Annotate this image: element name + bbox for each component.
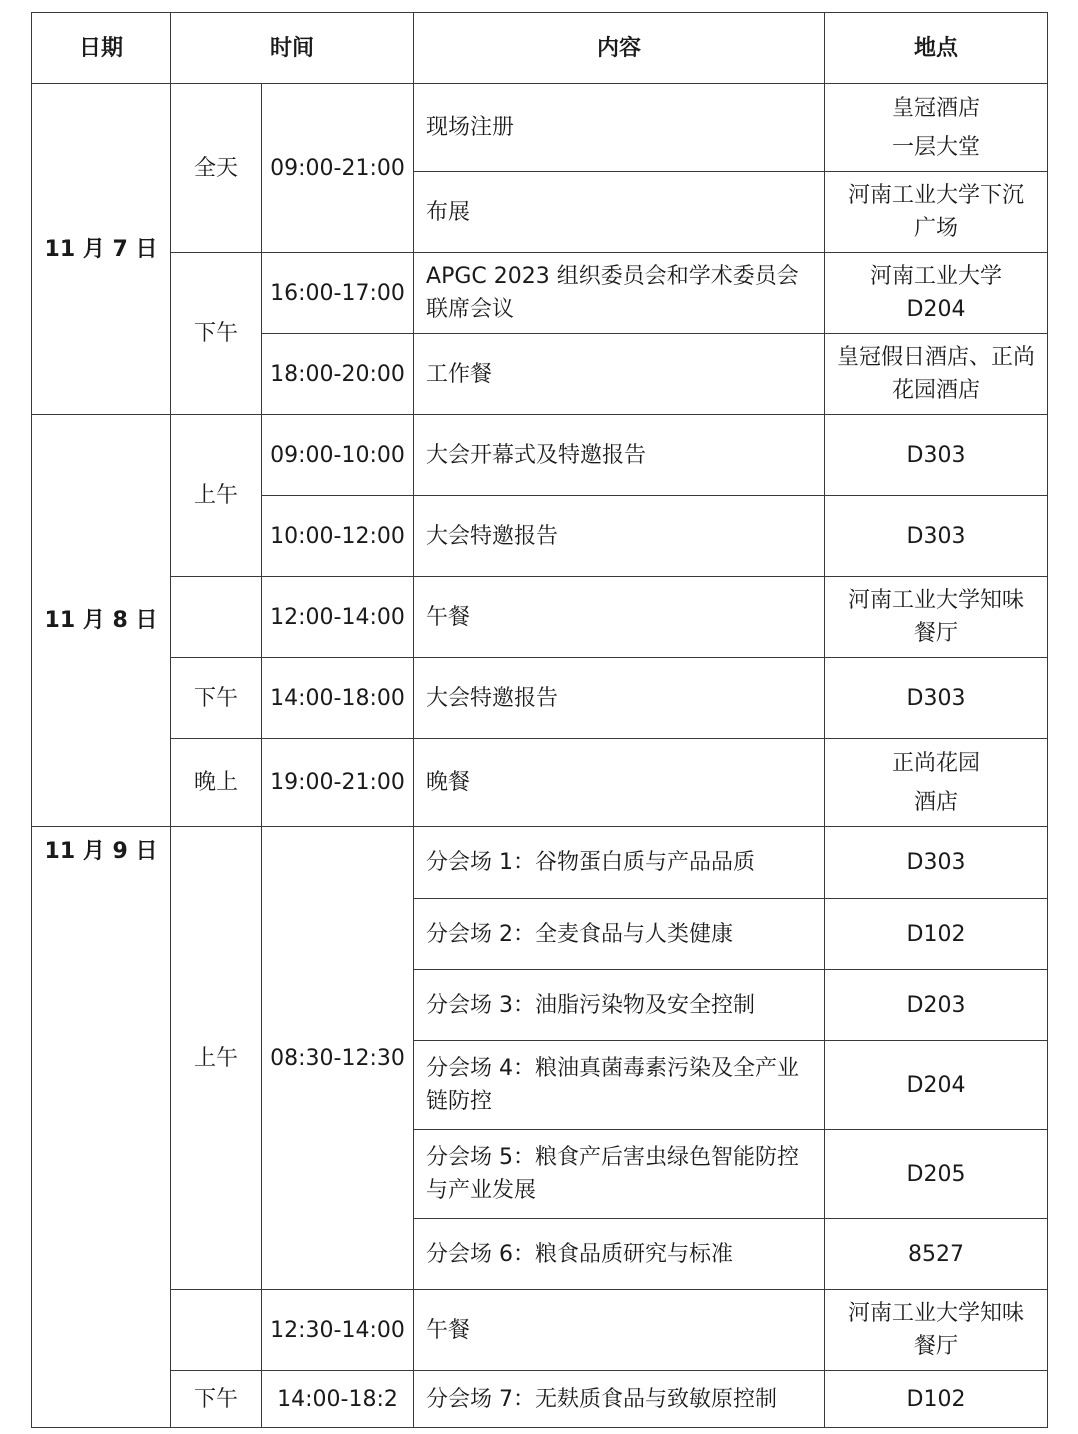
place-line: 河南工业大学 (870, 264, 1003, 289)
place-cell (825, 1371, 1048, 1428)
content-cell: 布展 (414, 172, 825, 253)
place-line: 河南工业大学下沉 (848, 183, 1025, 208)
content-cell: 分会场 1：谷物蛋白质与产品品质 (414, 827, 825, 899)
time-cell: 16:00-17:00 (262, 253, 414, 334)
period-cell: 晚上 (171, 739, 262, 827)
content-cell: APGC 2023 组织委员会和学术委员会联席会议 (414, 253, 825, 334)
period-cell: 下午 (171, 253, 262, 415)
content-cell: 分会场 6：粮食品质研究与标准 (414, 1219, 825, 1290)
header-time: 时间 (171, 13, 414, 84)
header-date: 日期 (32, 13, 171, 84)
place-line: D205 (906, 1161, 966, 1187)
content-cell: 分会场 7：无麸质食品与致敏原控制 (414, 1371, 825, 1428)
place-cell (825, 1041, 1048, 1130)
content-cell: 午餐 (414, 1290, 825, 1371)
place-line: 皇冠假日酒店、正尚 (837, 345, 1036, 370)
period-cell: 全天 (171, 84, 262, 253)
header-place: 地点 (825, 13, 1048, 84)
place-line: D102 (906, 921, 966, 947)
place-line: 酒店 (914, 789, 959, 815)
time-cell: 10:00-12:00 (262, 496, 414, 577)
place-line: 餐厅 (914, 621, 959, 646)
place-cell (825, 253, 1048, 334)
place-line: 广场 (914, 216, 959, 241)
time-cell: 12:30-14:00 (262, 1290, 414, 1371)
table-row (32, 84, 1048, 172)
time-cell: 09:00-21:00 (262, 84, 414, 253)
place-cell (825, 899, 1048, 970)
content-cell: 分会场 2：全麦食品与人类健康 (414, 899, 825, 970)
place-cell (825, 84, 1048, 172)
table-row (32, 577, 1048, 658)
place-cell (825, 172, 1048, 253)
content-cell: 现场注册 (414, 84, 825, 172)
time-cell: 18:00-20:00 (262, 334, 414, 415)
content-cell: 分会场 4：粮油真菌毒素污染及全产业链防控 (414, 1041, 825, 1130)
content-cell: 分会场 5：粮食产后害虫绿色智能防控与产业发展 (414, 1130, 825, 1219)
time-cell: 19:00-21:00 (262, 739, 414, 827)
place-line: D303 (906, 523, 966, 549)
place-cell (825, 970, 1048, 1041)
table-row (32, 827, 1048, 899)
header-content: 内容 (414, 13, 825, 84)
date-cell: 11 月 7 日 (32, 84, 171, 415)
period-cell: 下午 (171, 658, 262, 739)
place-line: D204 (906, 297, 966, 322)
date-cell: 11 月 9 日 (32, 827, 171, 1428)
place-cell (825, 577, 1048, 658)
place-line: 皇冠酒店 (892, 95, 981, 121)
place-cell (825, 496, 1048, 577)
table-row (32, 1290, 1048, 1371)
place-line: D102 (906, 1386, 966, 1412)
content-cell: 大会开幕式及特邀报告 (414, 415, 825, 496)
place-line: 8527 (908, 1241, 965, 1267)
content-cell: 工作餐 (414, 334, 825, 415)
table-row (32, 739, 1048, 827)
time-cell: 08:30-12:30 (262, 827, 414, 1290)
place-cell (825, 739, 1048, 827)
period-cell-empty (171, 1290, 262, 1371)
place-line: 餐厅 (914, 1334, 959, 1359)
place-line: D204 (906, 1072, 966, 1098)
time-cell: 14:00-18:2 (262, 1371, 414, 1428)
period-cell: 上午 (171, 415, 262, 577)
table-row (32, 415, 1048, 496)
time-cell: 12:00-14:00 (262, 577, 414, 658)
date-cell: 11 月 8 日 (32, 415, 171, 827)
place-line: D303 (906, 850, 966, 875)
place-cell (825, 1290, 1048, 1371)
place-cell (825, 1219, 1048, 1290)
time-cell: 14:00-18:00 (262, 658, 414, 739)
place-line: 河南工业大学知味 (848, 588, 1025, 613)
place-line: 河南工业大学知味 (848, 1301, 1025, 1326)
table-row (32, 253, 1048, 334)
content-cell: 大会特邀报告 (414, 496, 825, 577)
content-cell: 午餐 (414, 577, 825, 658)
place-cell (825, 415, 1048, 496)
content-cell: 大会特邀报告 (414, 658, 825, 739)
place-line: D303 (906, 685, 966, 711)
place-line: 花园酒店 (892, 378, 981, 403)
place-line: 一层大堂 (892, 134, 981, 160)
content-cell: 晚餐 (414, 739, 825, 827)
place-line: D303 (906, 442, 966, 468)
period-cell: 下午 (171, 1371, 262, 1428)
place-cell (825, 827, 1048, 899)
place-line: 正尚花园 (892, 750, 981, 776)
place-line: D203 (906, 992, 966, 1018)
place-cell (825, 334, 1048, 415)
header-row (32, 13, 1048, 84)
time-cell: 09:00-10:00 (262, 415, 414, 496)
place-cell (825, 1130, 1048, 1219)
period-cell: 上午 (171, 827, 262, 1290)
content-cell: 分会场 3：油脂污染物及安全控制 (414, 970, 825, 1041)
table-row (32, 658, 1048, 739)
schedule-table (31, 12, 1048, 1428)
place-cell (825, 658, 1048, 739)
period-cell-empty (171, 577, 262, 658)
table-row (32, 1371, 1048, 1428)
